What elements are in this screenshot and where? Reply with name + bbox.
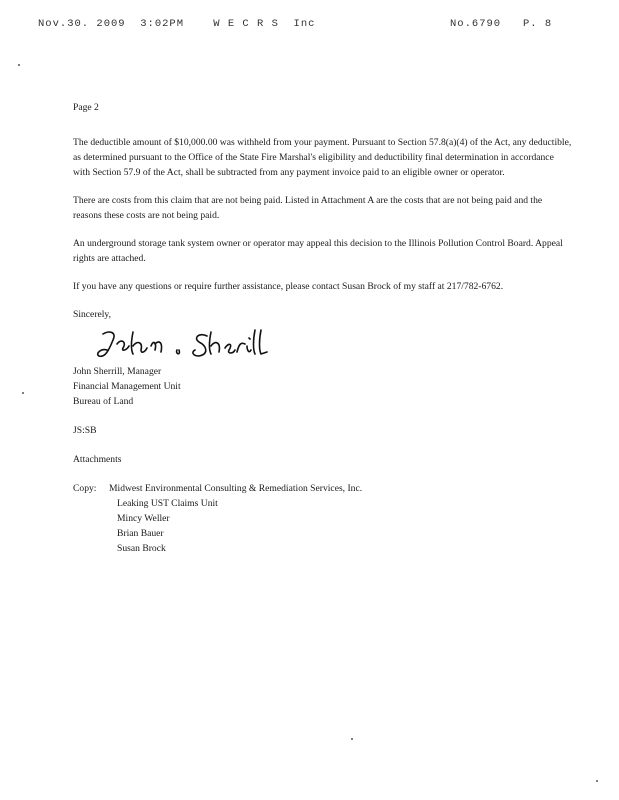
fax-header-right: No.6790 P. 8 (450, 18, 553, 30)
letter-body (73, 100, 573, 556)
copy-recipient: Susan Brock (117, 543, 166, 554)
page-label: Page 2 (73, 102, 99, 113)
handwritten-signature (95, 324, 573, 364)
scan-speck (18, 64, 20, 66)
fax-header-left: Nov.30. 2009 3:02PM W E C R S Inc (38, 18, 316, 30)
paragraph-appeal: An underground storage tank system owner or operator may appeal this decision to the Illinois Pollution Control Board. Appeal rights are attached. (73, 238, 563, 264)
paragraph-unpaid-costs: There are costs from this claim that are not being paid. Listed in Attachment A are the costs that are not being paid and the reasons these costs are not being paid. (73, 195, 543, 221)
copy-recipient: Brian Bauer (117, 528, 164, 539)
fax-header (38, 18, 598, 32)
scan-speck (596, 780, 598, 782)
copy-list-block (73, 481, 573, 556)
signer-name: John Sherrill, Manager (73, 366, 162, 377)
closing: Sincerely, (73, 309, 112, 320)
paragraph-contact: If you have any questions or require further assistance, please contact Susan Brock of my staff at 217/782-6762. (73, 281, 504, 292)
copy-recipients (109, 481, 573, 556)
copy-recipient: Mincy Weller (117, 513, 170, 524)
signer-unit: Financial Management Unit (73, 381, 181, 392)
initials: JS:SB (73, 425, 97, 436)
attachments-note: Attachments (73, 454, 122, 465)
scan-speck (351, 738, 353, 740)
signature-block (73, 364, 573, 409)
signer-bureau: Bureau of Land (73, 396, 134, 407)
copy-label: Copy: (73, 483, 97, 494)
scan-speck (22, 392, 24, 394)
signature-image (95, 324, 275, 364)
copy-recipient: Midwest Environmental Consulting & Remediation Services, Inc. (109, 483, 363, 494)
paragraph-deductible: The deductible amount of $10,000.00 was withheld from your payment. Pursuant to Section 57.8(a)(4) of the Act, any deductible, as determined pursuant to the Office of the State Fire Marshal's eligibility and deductibility final determination in accordance with Section 57.9 of the Act, shall be subtracted from any payment invoice paid to an eligible owner or operator. (73, 137, 572, 178)
copy-recipient: Leaking UST Claims Unit (117, 498, 218, 509)
